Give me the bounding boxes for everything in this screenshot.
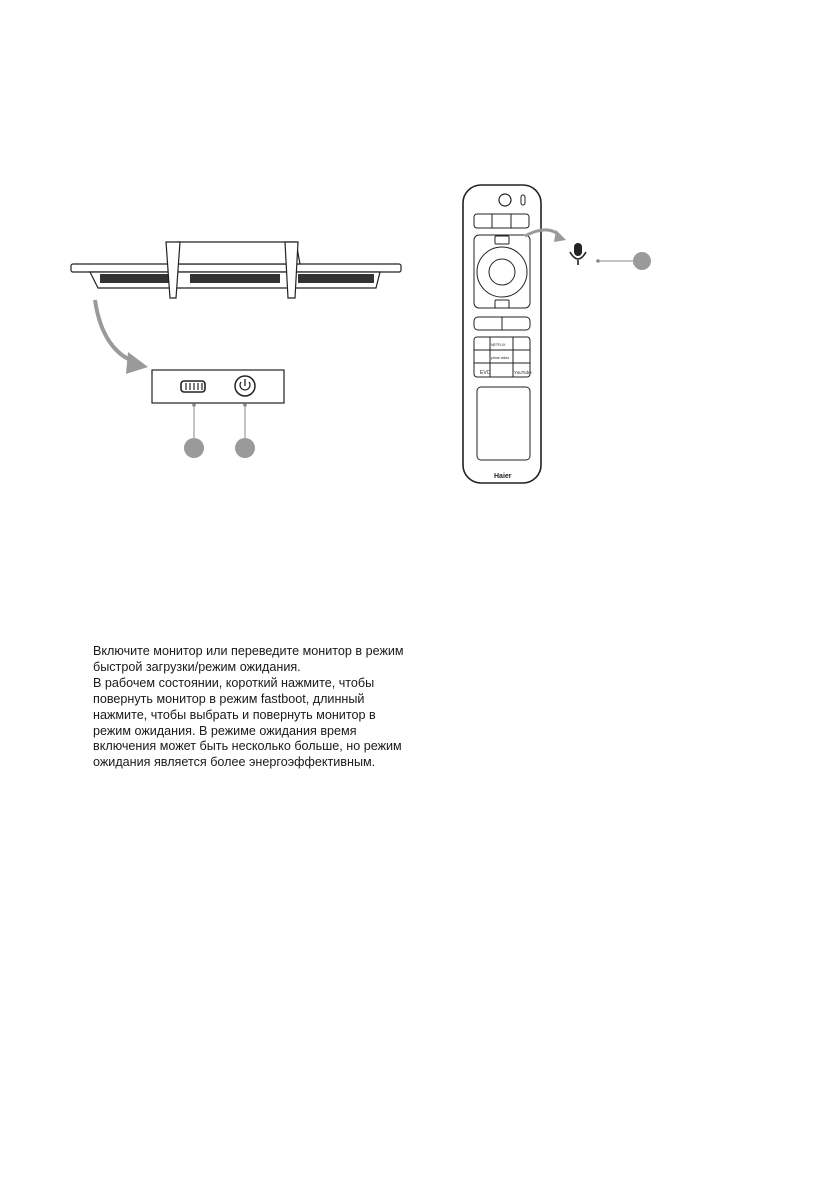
remote-illustration xyxy=(0,0,823,520)
remote-evo-label: EVO xyxy=(480,370,491,376)
remote-touchpad xyxy=(477,387,530,460)
description-paragraph-1: Включите монитор или переведите монитор в режим быстрой загрузки/режим ожидания. xyxy=(93,644,404,674)
remote-brand-label: Haier xyxy=(494,473,512,480)
description-paragraph-2: В рабочем состоянии, короткий нажмите, чтобы повернуть монитор в режим fastboot, длинный нажмите, чтобы выбрать и повернуть монитор в режим ожидания. В режиме ожидания время включения может быть несколько больше, но режим ожидания является более энергоэффективным. xyxy=(93,675,402,770)
description-text xyxy=(93,644,413,771)
remote-netflix-label: NETFLIX xyxy=(491,343,506,347)
remote-mic-hole-icon xyxy=(521,195,525,205)
remote-ok-button xyxy=(489,259,515,285)
microphone-icon xyxy=(570,243,586,265)
remote-youtube-label: YouTube xyxy=(514,370,532,375)
callout-marker-mic xyxy=(633,252,651,270)
remote-power-icon xyxy=(499,194,511,206)
remote-prime-label: prime video xyxy=(491,356,510,360)
